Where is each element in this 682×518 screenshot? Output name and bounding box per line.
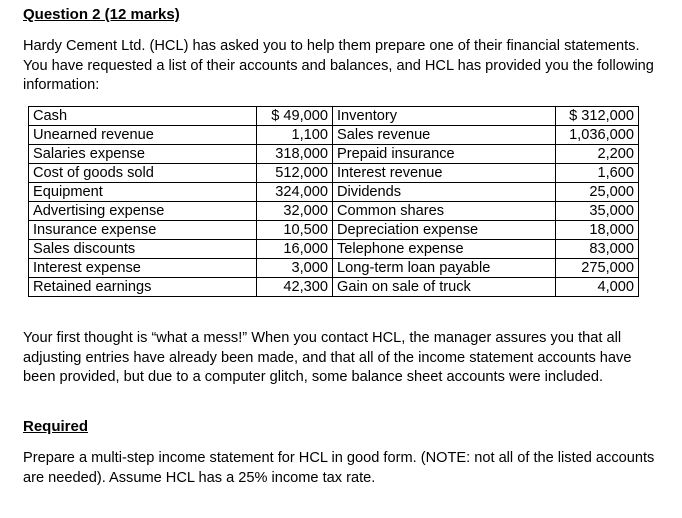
account-name: Inventory — [333, 107, 556, 126]
account-amount: 83,000 — [556, 240, 639, 259]
account-amount: 25,000 — [556, 183, 639, 202]
account-name: Unearned revenue — [29, 126, 257, 145]
account-amount: 10,500 — [257, 221, 333, 240]
account-name: Gain on sale of truck — [333, 278, 556, 297]
account-amount: 42,300 — [257, 278, 333, 297]
account-name: Sales discounts — [29, 240, 257, 259]
account-amount: 1,036,000 — [556, 126, 639, 145]
account-name: Equipment — [29, 183, 257, 202]
account-amount: 35,000 — [556, 202, 639, 221]
intro-paragraph: Hardy Cement Ltd. (HCL) has asked you to help them prepare one of their financial statements. You have requested a list of their accounts and balances, and HCL has provided you the following information: — [23, 38, 654, 93]
account-name: Dividends — [333, 183, 556, 202]
table-row — [29, 259, 639, 278]
account-name: Long-term loan payable — [333, 259, 556, 278]
account-name: Interest expense — [29, 259, 257, 278]
account-name: Cash — [29, 107, 257, 126]
account-name: Cost of goods sold — [29, 164, 257, 183]
question-title: Question 2 (12 marks) — [23, 6, 180, 23]
table-row — [29, 202, 639, 221]
account-name: Insurance expense — [29, 221, 257, 240]
account-amount: 324,000 — [257, 183, 333, 202]
account-amount: 16,000 — [257, 240, 333, 259]
accounts-table — [28, 106, 639, 297]
account-name: Depreciation expense — [333, 221, 556, 240]
account-amount: 2,200 — [556, 145, 639, 164]
table-row — [29, 240, 639, 259]
table-row — [29, 145, 639, 164]
table-row — [29, 183, 639, 202]
account-amount: 318,000 — [257, 145, 333, 164]
account-name: Advertising expense — [29, 202, 257, 221]
context-paragraph: Your first thought is “what a mess!” When you contact HCL, the manager assures you that all adjusting entries have already been made, and that all of the income statement accounts have been provided, but due to a computer glitch, some balance sheet accounts were included. — [23, 330, 632, 385]
account-amount: 32,000 — [257, 202, 333, 221]
accounts-table-body — [29, 107, 639, 297]
account-amount: 18,000 — [556, 221, 639, 240]
table-row — [29, 164, 639, 183]
task-paragraph: Prepare a multi-step income statement for HCL in good form. (NOTE: not all of the listed accounts are needed). Assume HCL has a 25% income tax rate. — [23, 450, 655, 486]
account-name: Salaries expense — [29, 145, 257, 164]
account-amount: 4,000 — [556, 278, 639, 297]
table-row — [29, 126, 639, 145]
account-amount: 512,000 — [257, 164, 333, 183]
required-heading: Required — [23, 418, 89, 435]
account-name: Common shares — [333, 202, 556, 221]
account-name: Prepaid insurance — [333, 145, 556, 164]
account-name: Sales revenue — [333, 126, 556, 145]
account-amount: 3,000 — [257, 259, 333, 278]
account-name: Telephone expense — [333, 240, 556, 259]
account-amount: 275,000 — [556, 259, 639, 278]
account-amount: $ 312,000 — [556, 107, 639, 126]
account-name: Interest revenue — [333, 164, 556, 183]
account-amount: $ 49,000 — [257, 107, 333, 126]
table-row — [29, 278, 639, 297]
account-name: Retained earnings — [29, 278, 257, 297]
account-amount: 1,600 — [556, 164, 639, 183]
account-amount: 1,100 — [257, 126, 333, 145]
table-row — [29, 107, 639, 126]
table-row — [29, 221, 639, 240]
